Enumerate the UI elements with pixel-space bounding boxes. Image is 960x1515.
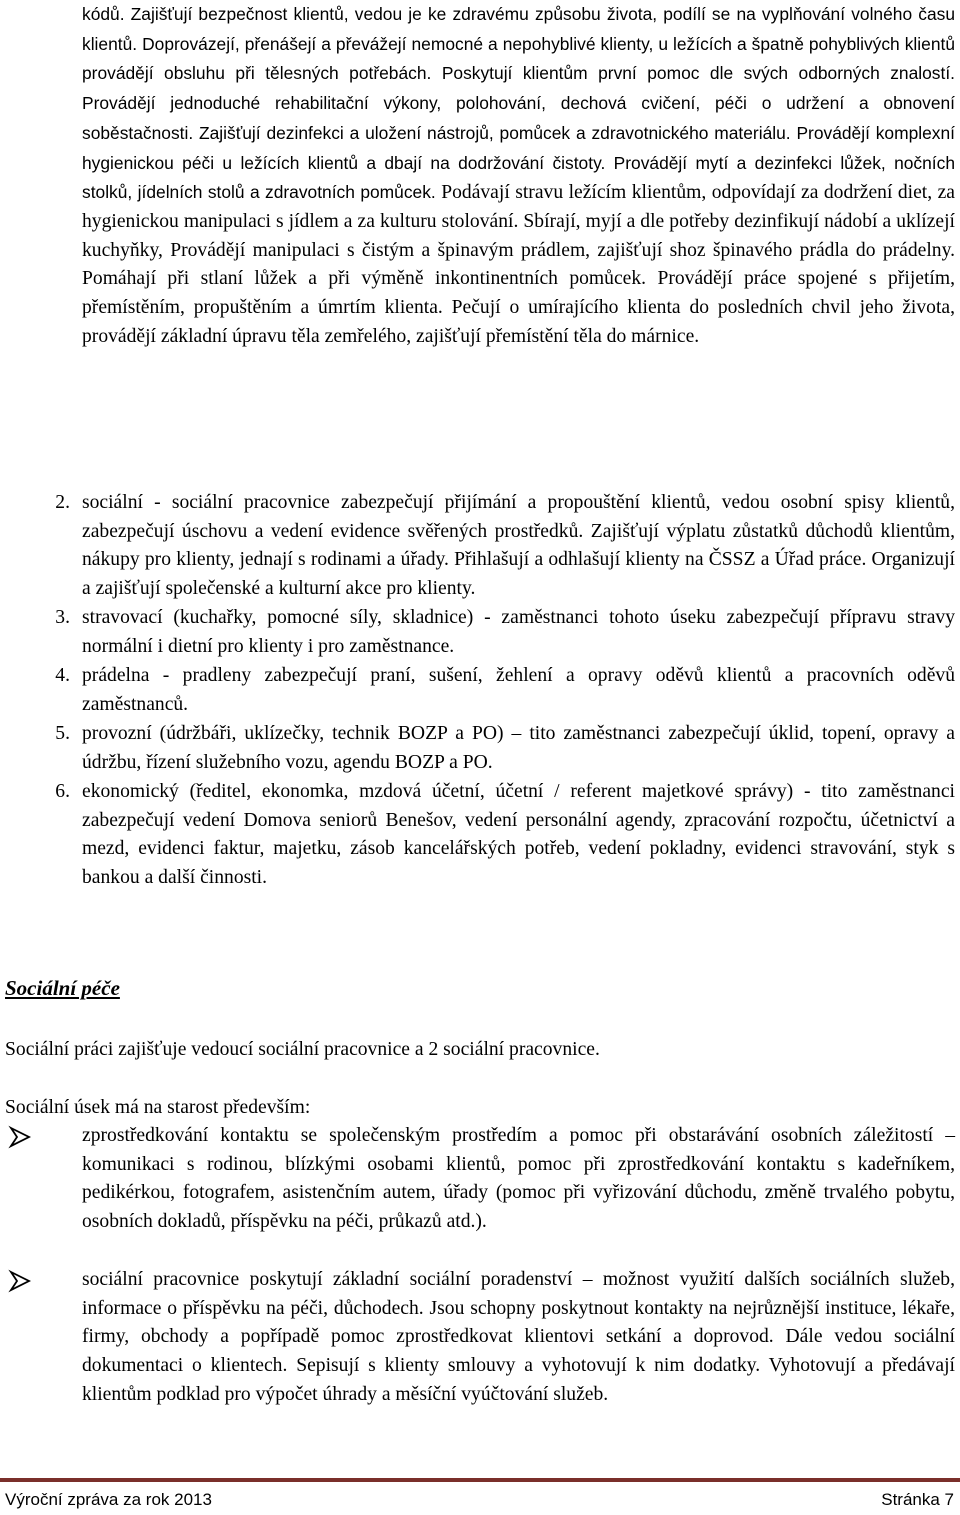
bullet-item: sociální pracovnice poskytují základní sociální poradenství – možnost využití dalších sociálních služeb, informace o příspěvku na péči, důchodech. Jsou schopny poskytnout kontakty na nejrůznější instituce, lékaře, firmy, obchody a popřípadě pomoc zprostředkovat klientovi setkání a doprovod. Dále vedou sociální dokumentaci o klientech. Sepisují s klienty smlouvy a vyhotovují k nim dodatky. Vyhotovují a předávají klientům podklad pro výpočet úhrady a měsíční vyúčtování služeb. <box>82 1269 955 1405</box>
paragraph-sans-part: kódů. Zajišťují bezpečnost klientů, vedou je ke zdravému způsobu života, podílí se na vyplňování volného času klientů. Doprovázejí, přenášejí a převážejí nemocné a nepohyblivé klienty, u ležících a špatně pohyblivých klientů provádějí obsluhu při tělesných potřebách. Poskytují klientům první pomoc dle svých odborných znalostí. Provádějí jednoduché rehabilitační výkony, polohování, dechová cvičení, péči o udržení a obnovení soběstačnosti. Zajišťují dezinfekci a uložení nástrojů, pomůcek a zdravotnického materiálu. Provádějí komplexní hygienickou péči u ležících klientů a dbají na dodržování čistoty. Provádějí mytí a dezinfekci lůžek, nočních stolků, jídelních stolů a zdravotních pomůcek. <box>82 4 955 203</box>
arrow-bullet-icon <box>8 1125 32 1149</box>
paragraph-serif-part-2: Sbírají, myjí a dle potřeby dezinfikují nádobí a uklízejí kuchyňky, Provádějí manipulaci s čistým a špinavým prádlem, zajišťují shoz špinavého prádla do prádelny. <box>82 210 955 261</box>
list-item: stravovací (kuchařky, pomocné síly, skladnice) - zaměstnanci tohoto úseku zabezpečují přípravu stravy normální i dietní pro klienty i pro zaměstnance. <box>82 607 955 657</box>
section-intro: Sociální práci zajišťuje vedoucí sociální pracovnice a 2 sociální pracovnice. <box>5 1039 600 1060</box>
list-number: 5. <box>55 723 70 744</box>
paragraph-serif-part-3: Pomáhají při stlaní lůžek a při výměně inkontinentních pomůcek. <box>82 268 647 290</box>
paragraph-serif-part-1: Podávají stravu ležícím klientům, odpovídají za dodržení diet, za hygienickou manipulaci s jídlem a za kulturu stolování. <box>82 182 955 232</box>
list-item: sociální - sociální pracovnice zabezpečují přijímání a propouštění klientů, vedou osobní spisy klientů, zabezpečují úschovu a vedení evidence svěřených prostředků. Zajišťují výplatu zůstatků důchodů klientům, nákupy pro klienty, jednají s rodinami a úřady. Přihlašují a odhlašují klienty na ČSSZ a Úřad práce. Organizují a zajišťují společenské a kulturní akce pro klienty. <box>82 492 955 600</box>
list-number: 4. <box>55 665 70 686</box>
list-item: ekonomický (ředitel, ekonomka, mzdová účetní, účetní / referent majetkové správy) - tito zaměstnanci zabezpečují vedení Domova seniorů Benešov, vedení personální agendy, zpracování rozpočtu, účetnictví a mezd, evidenci faktur, majetku, zásob kancelářských potřeb, vedení pokladny, evidenci stravování, styk s bankou a další činnosti. <box>82 781 955 889</box>
list-item: prádelna - pradleny zabezpečují praní, sušení, žehlení a opravy oděvů klientů a pracovních oděvů zaměstnanců. <box>82 665 955 715</box>
list-number: 2. <box>55 492 70 513</box>
list-number: 3. <box>55 607 70 628</box>
section-lead: Sociální úsek má na starost především: <box>5 1097 311 1118</box>
footer-title: Výroční zpráva za rok 2013 <box>5 1490 212 1509</box>
footer-rule <box>0 1478 960 1482</box>
bullet-item: zprostředkování kontaktu se společenským prostředím a pomoc při obstarávání osobních záležitostí – komunikaci s rodinou, blízkými osobami klientů, pomoc při zprostředkování kontaktu s kadeřníkem, pedikérkou, fotografem, asistenčním autem, úřady (pomoc při vyřizování důchodu, změně trvalého pobytu, osobních dokladů, příspěvku na péči, průkazů atd.). <box>82 1125 955 1233</box>
paragraph-serif-part-4: Provádějí práce spojené s přijetím, přemístěním, propuštěním a úmrtím klienta. <box>82 268 955 319</box>
page-number: Stránka 7 <box>881 1490 954 1509</box>
list-number: 6. <box>55 781 70 802</box>
continuation-paragraph <box>82 0 955 351</box>
paragraph-serif-part-5: Pečují o umírajícího klienta do posledních chvil jeho života, provádějí základní úpravu těla zemřelého, zajišťují přemístění těla do márnice. <box>82 297 955 347</box>
list-item: provozní (údržbáři, uklízečky, technik BOZP a PO) – tito zaměstnanci zabezpečují úklid, topení, opravy a údržbu, řízení služebního vozu, agendu BOZP a PO. <box>82 723 955 773</box>
section-heading: Sociální péče <box>5 976 120 1000</box>
arrow-bullet-icon <box>8 1269 32 1293</box>
